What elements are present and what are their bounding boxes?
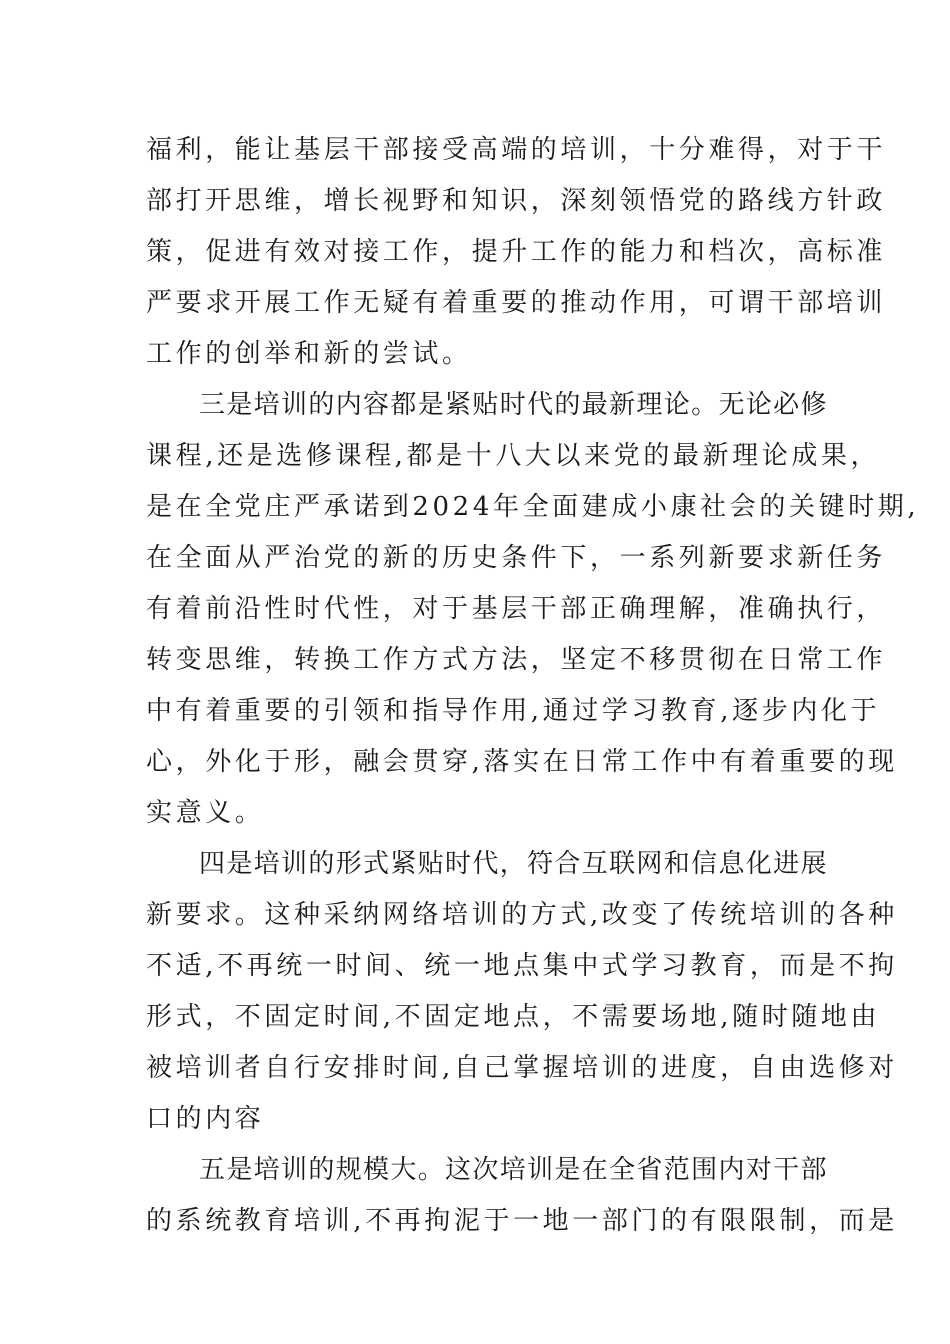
body-text-line: 中有着重要的引领和指导作用,通过学习教育,逐步内化于 (146, 696, 881, 726)
body-text-line: 新要求。这种采纳网络培训的方式,改变了传统培训的各种 (146, 900, 898, 930)
body-text-line: 工作的创举和新的尝试。 (146, 339, 472, 369)
paragraph-start-line: 三是培训的内容都是紧贴时代的最新理论。无论必修 (199, 390, 828, 420)
body-text-line: 的系统教育培训,不再拘泥于一地一部门的有限限制，而是 (146, 1206, 898, 1236)
body-text-line: 严要求开展工作无疑有着重要的推动作用，可谓干部培训 (146, 288, 887, 318)
body-text-line: 转变思维，转换工作方式方法，坚定不移贯彻在日常工作 (146, 645, 887, 675)
body-text-line: 口的内容 (146, 1104, 265, 1134)
body-text-line: 在全面从严治党的新的历史条件下，一系列新要求新任务 (146, 543, 887, 573)
body-text-line: 心，外化于形，融会贯穿,落实在日常工作中有着重要的现 (146, 747, 898, 777)
body-text-line: 实意义。 (146, 798, 265, 828)
body-text-line: 策，促进有效对接工作，提升工作的能力和档次，高标准 (146, 237, 887, 267)
body-text-line: 部打开思维，增长视野和知识，深刻领悟党的路线方针政 (146, 186, 887, 216)
paragraph-start-line: 五是培训的规模大。这次培训是在全省范围内对干部 (199, 1155, 828, 1185)
body-text-line: 被培训者自行安排时间,自己掌握培训的进度，自由选修对 (146, 1053, 898, 1083)
body-text-line: 形式，不固定时间,不固定地点，不需要场地,随时随地由 (146, 1002, 881, 1032)
paragraph-start-line: 四是培训的形式紧贴时代，符合互联网和信息化进展 (199, 849, 828, 879)
body-text-line: 是在全党庄严承诺到2024年全面建成小康社会的关键时期, (146, 492, 920, 522)
body-text-line: 课程,还是选修课程,都是十八大以来党的最新理论成果， (146, 441, 881, 471)
body-text-line: 有着前沿性时代性，对于基层干部正确理解，准确执行， (146, 594, 887, 624)
body-text-line: 不适,不再统一时间、统一地点集中式学习教育，而是不拘 (146, 951, 898, 981)
body-text-line: 福利，能让基层干部接受高端的培训，十分难得，对于干 (146, 135, 887, 165)
